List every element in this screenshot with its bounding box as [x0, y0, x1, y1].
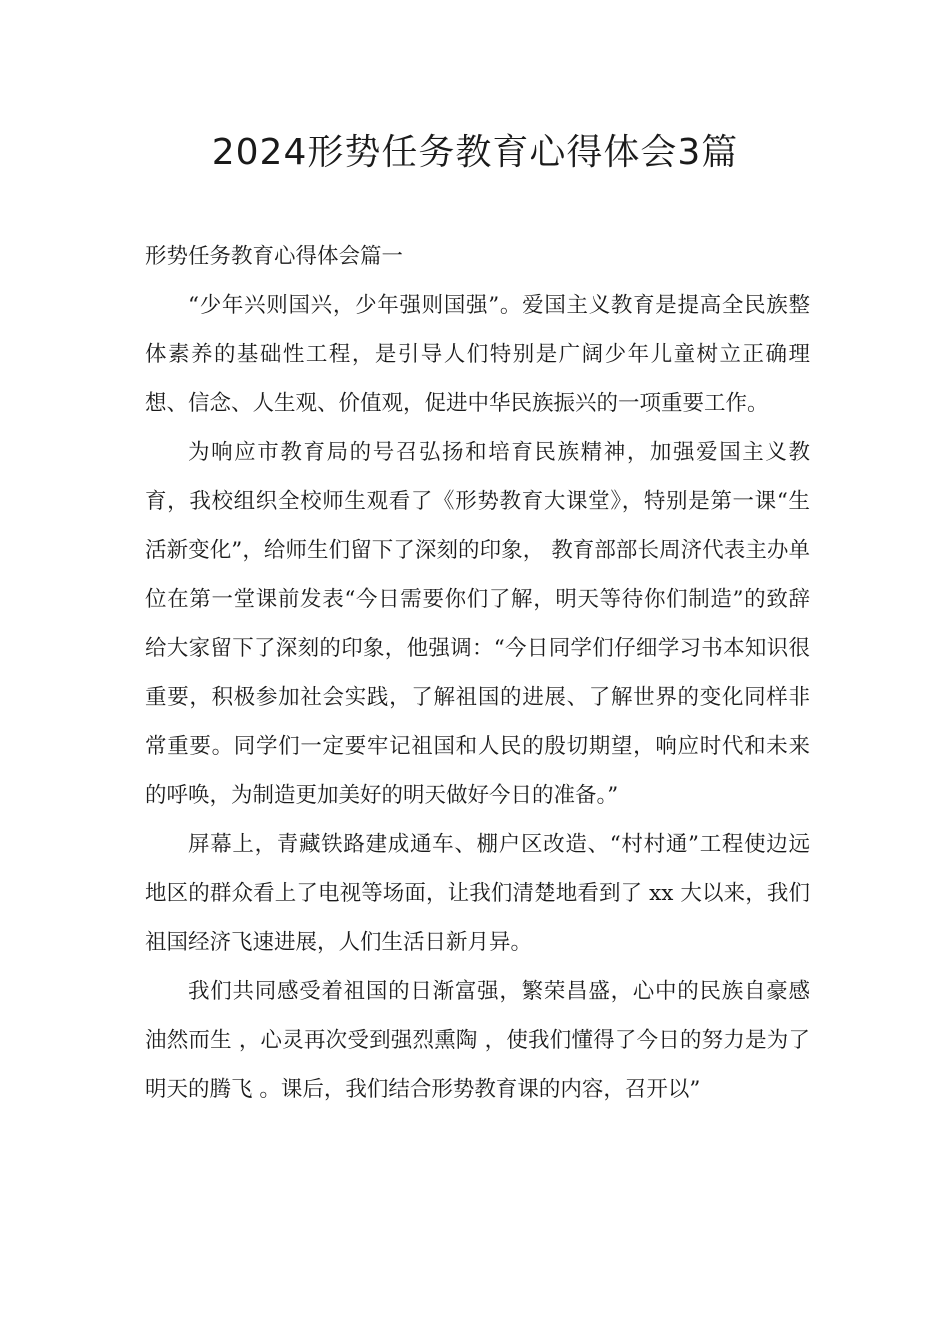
section-heading: 形势任务教育心得体会篇一 — [145, 244, 404, 269]
document-title: 2024形势任务教育心得体会3篇 — [211, 132, 739, 173]
paragraph-4: 我们共同感受着祖国的日渐富强，繁荣昌盛，心中的民族自豪感油然而生 ，心灵再次受到强烈熏陶 ，使我们懂得了今日的努力是为了明天的腾飞 。课后，我们结合形势教育课的内容，召开以” — [145, 979, 810, 1102]
paragraph-3: 屏幕上，青藏铁路建成通车、棚户区改造、“村村通”工程使边远地区的群众看上了电视等场面，让我们清楚地看到了 xx 大以来，我们祖国经济飞速进展，人们生活日新月异。 — [145, 832, 810, 955]
paragraph-1: “少年兴则国兴，少年强则国强”。爱国主义教育是提高全民族整体素养的基础性工程，是引导人们特别是广阔少年儿童树立正确理想、信念、人生观、价值观，促进中华民族振兴的一项重要工作。 — [145, 293, 810, 416]
document-body — [145, 232, 810, 1114]
paragraph-2: 为响应市教育局的号召弘扬和培育民族精神，加强爱国主义教育，我校组织全校师生观看了《形势教育大课堂》，特别是第一课“生活新变化”，给师生们留下了深刻的印象， 教育部部长周济代表主办单位在第一堂课前发表“今日需要你们了解，明天等待你们制造”的致辞给大家留下了深刻的印象，他强调：“今日同学们仔细学习书本知识很重要，积极参加社会实践，了解祖国的进展、了解世界的变化同样非常重要。同学们一定要牢记祖国和人民的殷切期望，响应时代和未来的呼唤，为制造更加美好的明天做好今日的准备。” — [145, 440, 810, 808]
